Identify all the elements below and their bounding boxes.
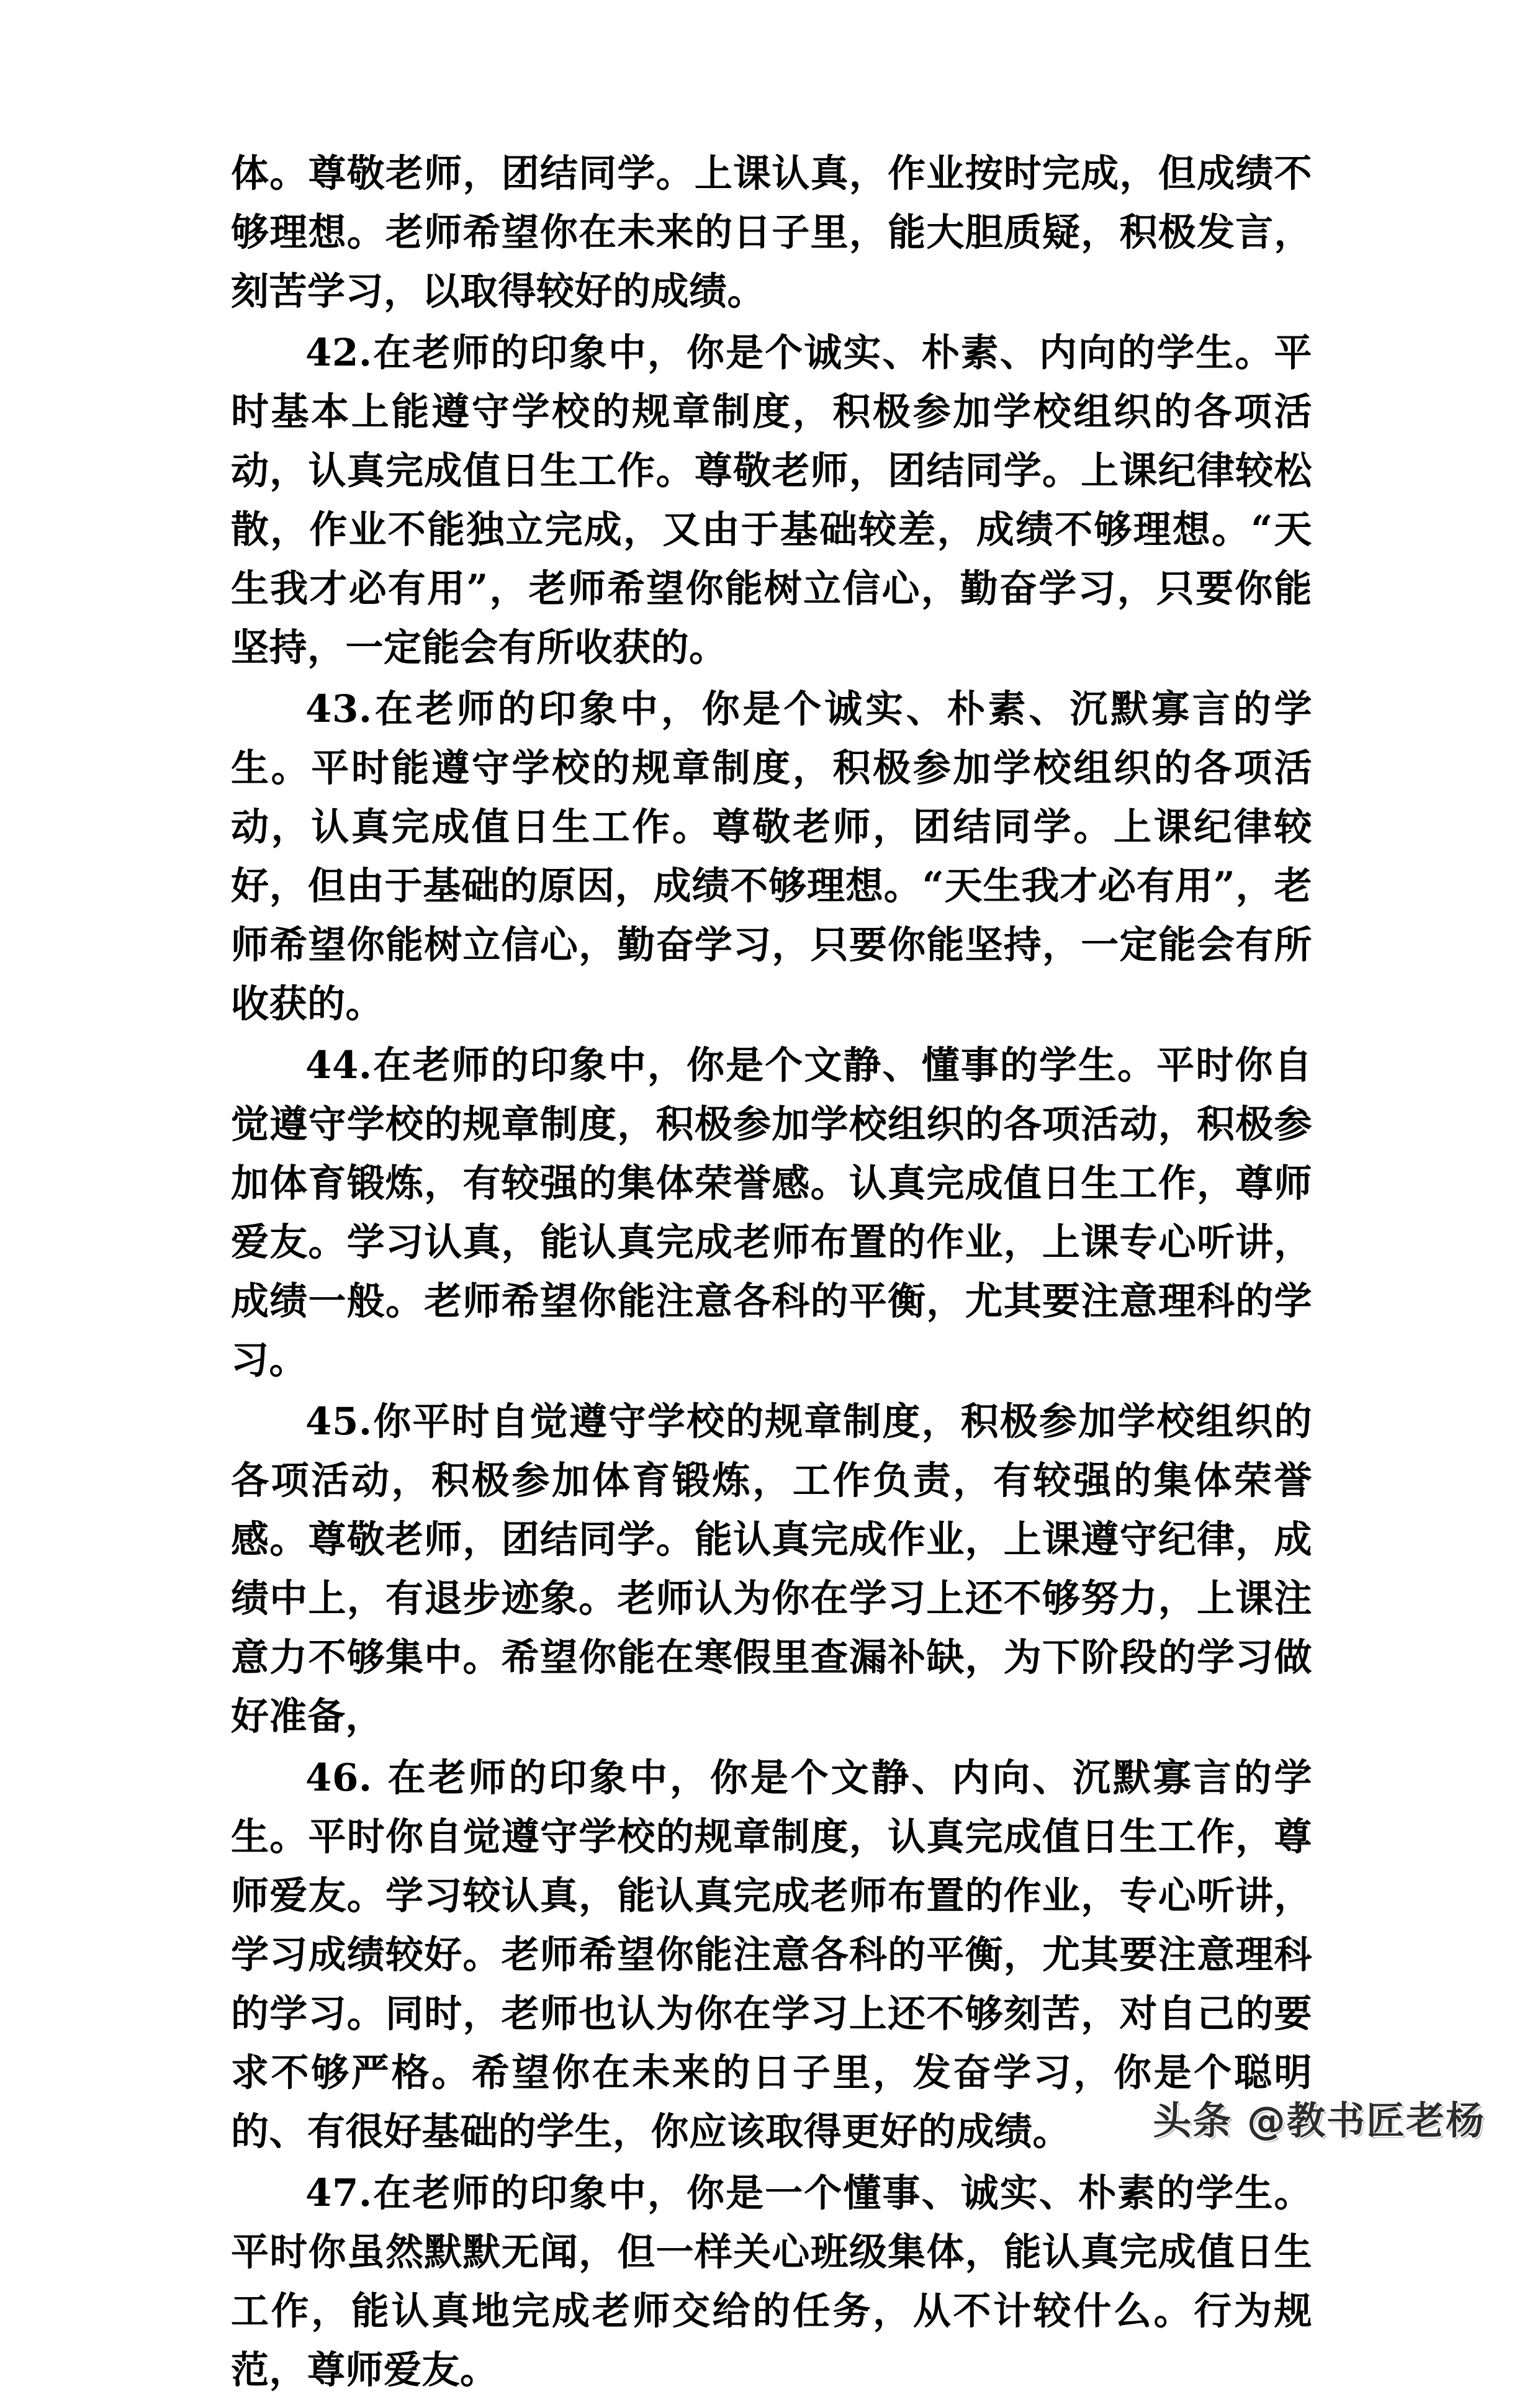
paragraph-42: 42.在老师的印象中，你是个诚实、朴素、内向的学生。平时基本上能遵守学校的规章制度，积极参加学校组织的各项活动，认真完成值日生工作。尊敬老师，团结同学。上课纪律较松散，作业不能独立完成，又由于基础较差，成绩不够理想。“天生我才必有用”，老师希望你能树立信心，勤奋学习，只要你能坚持，一定能会有所收获的。 — [231, 331, 1312, 670]
paragraph-47: 47.在老师的印象中，你是一个懂事、诚实、朴素的学生。平时你虽然默默无闻，但一样关心班级集体，能认真完成值日生工作，能认真地完成老师交给的任务，从不计较什么。行为规范，尊师爱友。 — [231, 2171, 1312, 2392]
document-text-block — [231, 144, 1312, 2402]
paragraph-44: 44.在老师的印象中，你是个文静、懂事的学生。平时你自觉遵守学校的规章制度，积极参加学校组织的各项活动，积极参加体育锻炼，有较强的集体荣誉感。认真完成值日生工作，尊师爱友。学习认真，能认真完成老师布置的作业，上课专心听讲，成绩一般。老师希望你能注意各科的平衡，尤其要注意理科的学习。 — [231, 1043, 1312, 1382]
paragraph-46: 46. 在老师的印象中，你是个文静、内向、沉默寡言的学生。平时你自觉遵守学校的规章制度，认真完成值日生工作，尊师爱友。学习较认真，能认真完成老师布置的作业，专心听讲，学习成绩较好。老师希望你能注意各科的平衡，尤其要注意理科的学习。同时，老师也认为你在学习上还不够刻苦，对自己的要求不够严格。希望你在未来的日子里，发奋学习，你是个聪明的、有很好基础的学生，你应该取得更好的成绩。 — [231, 1756, 1312, 2154]
paragraph-continuation: 体。尊敬老师，团结同学。上课认真，作业按时完成，但成绩不够理想。老师希望你在未来的日子里，能大胆质疑，积极发言，刻苦学习，以取得较好的成绩。 — [231, 151, 1312, 313]
paragraph-45: 45.你平时自觉遵守学校的规章制度，积极参加学校组织的各项活动，积极参加体育锻炼，工作负责，有较强的集体荣誉感。尊敬老师，团结同学。能认真完成作业，上课遵守纪律，成绩中上，有退步迹象。老师认为你在学习上还不够努力，上课注意力不够集中。希望你能在寒假里查漏补缺，为下阶段的学习做好准备， — [231, 1400, 1312, 1739]
paragraph-43: 43.在老师的印象中，你是个诚实、朴素、沉默寡言的学生。平时能遵守学校的规章制度，积极参加学校组织的各项活动，认真完成值日生工作。尊敬老师，团结同学。上课纪律较好，但由于基础的原因，成绩不够理想。“天生我才必有用”，老师希望你能树立信心，勤奋学习，只要你能坚持，一定能会有所收获的。 — [231, 687, 1312, 1026]
watermark-label: 头条 @教书匠老杨 — [1153, 2098, 1485, 2143]
